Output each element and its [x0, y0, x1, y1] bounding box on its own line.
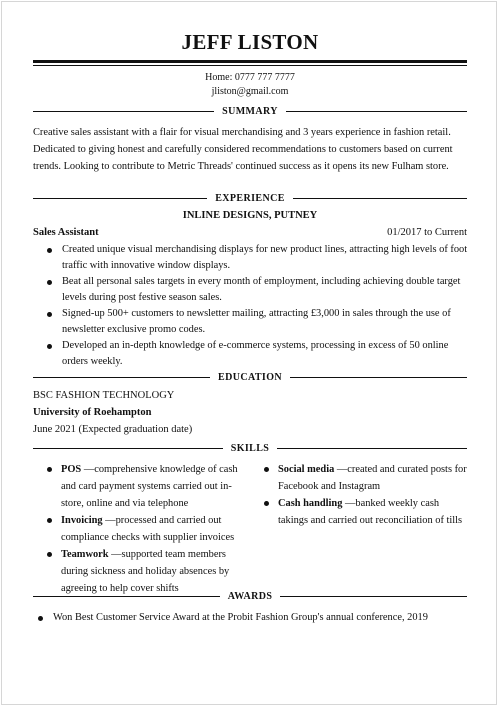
list-item: Created unique visual merchandising displays for new product lines, attracting high levels of foot traffic with innovative window displays.	[42, 242, 469, 274]
header-rule-thick	[33, 60, 467, 63]
divider	[33, 111, 214, 112]
skill-desc: —processed and carried out compliance checks with supplier invoices	[61, 515, 235, 543]
divider	[286, 111, 467, 112]
divider	[293, 198, 467, 199]
skill-item	[262, 495, 467, 529]
skill-name: POS	[61, 464, 82, 475]
contact-phone: Home: 0777 777 7777	[205, 72, 295, 83]
divider	[33, 596, 220, 597]
skill-item	[45, 461, 248, 512]
skill-name: Cash handling	[278, 498, 343, 509]
divider	[277, 448, 467, 449]
skill-item	[45, 512, 248, 546]
skills-left-column	[45, 461, 248, 597]
divider	[33, 448, 223, 449]
experience-bullets	[42, 242, 469, 370]
job-title: Sales Assistant	[33, 227, 99, 238]
skill-name: Invoicing	[61, 515, 103, 526]
list-item: Won Best Customer Service Award at the Probit Fashion Group's annual conference, 2019	[33, 610, 467, 626]
company-name: INLINE DESIGNS, PUTNEY	[182, 210, 318, 221]
skill-desc: —banked weekly cash takings and carried out reconciliation of tills	[278, 498, 463, 526]
university: University of Roehampton	[33, 407, 152, 418]
skill-name: Social media	[278, 464, 335, 475]
skill-desc: —comprehensive knowledge of cash and card payment systems carried out in-store, online and via telephone	[61, 464, 238, 509]
skills-right-column	[262, 461, 467, 529]
divider	[33, 377, 210, 378]
contact-email: jliston@gmail.com	[211, 86, 289, 97]
education-block	[33, 387, 192, 438]
list-item: Beat all personal sales targets in every month of employment, including achieving double target levels during post festive season sales.	[42, 274, 469, 306]
skill-name: Teamwork	[61, 549, 109, 560]
job-row	[33, 227, 467, 238]
awards-heading-row	[33, 589, 467, 603]
skills-heading-row	[33, 441, 467, 455]
skill-item	[262, 461, 467, 495]
skill-desc: —supported team members during sickness and holiday absences by agreeing to help cover shifts	[61, 549, 230, 594]
summary-text: Creative sales assistant with a flair for visual merchandising and 3 years experience in fashion retail. Dedicated to giving honest and carefully considered recommendations to customers based on current trends. Looking to contribute to Metric Threads' continued success as it opens its new Fulham store.	[33, 127, 453, 172]
graduation-date: June 2021 (Expected graduation date)	[33, 424, 193, 435]
job-dates: 01/2017 to Current	[387, 227, 467, 238]
education-heading-row	[33, 370, 467, 384]
experience-heading: EXPERIENCE	[215, 192, 285, 204]
list-item: Signed-up 500+ customers to newsletter mailing, attracting £3,000 in sales through the use of newsletter exclusive promo codes.	[42, 306, 469, 338]
divider	[280, 596, 467, 597]
degree: BSC FASHION TECHNOLOGY	[33, 390, 175, 401]
education-heading: EDUCATION	[218, 371, 282, 383]
skill-desc: —created and curated posts for Facebook and Instagram	[278, 464, 467, 492]
awards-list	[33, 610, 467, 626]
awards-heading: AWARDS	[227, 590, 273, 602]
candidate-name: JEFF LISTON	[181, 30, 319, 54]
experience-heading-row	[33, 191, 467, 205]
summary-heading: SUMMARY	[222, 105, 278, 117]
summary-heading-row	[33, 104, 467, 118]
divider	[33, 198, 207, 199]
skills-heading: SKILLS	[230, 442, 270, 454]
list-item: Developed an in-depth knowledge of e-commerce systems, processing in excess of 50 online orders weekly.	[42, 338, 469, 370]
header-rule-thin	[33, 65, 467, 66]
divider	[290, 377, 467, 378]
